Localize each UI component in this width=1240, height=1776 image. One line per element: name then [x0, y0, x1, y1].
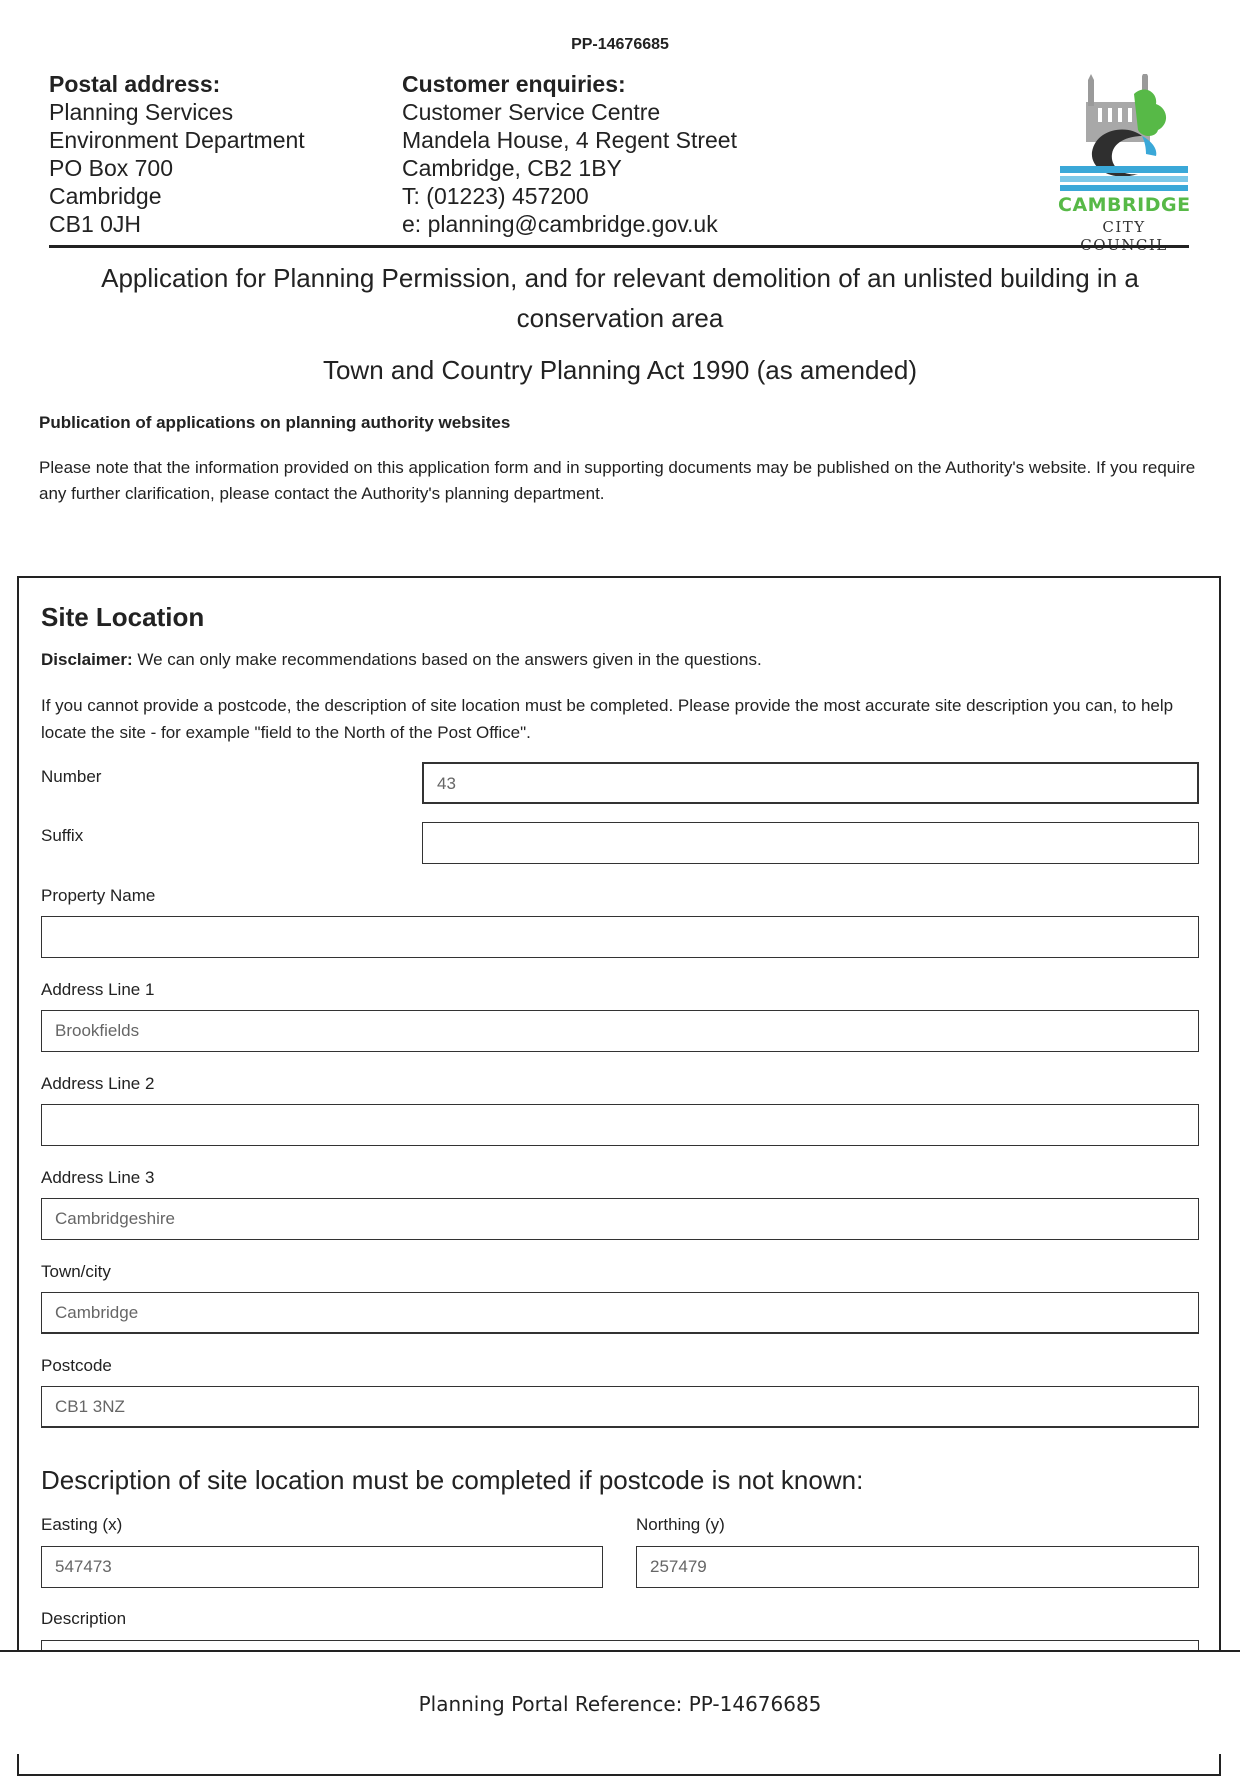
postal-line: Cambridge: [49, 183, 162, 209]
property-name-field[interactable]: [41, 916, 1199, 958]
description-label: Description: [41, 1609, 127, 1628]
header-divider: [49, 245, 1189, 248]
town-city-field[interactable]: Cambridge: [41, 1292, 1199, 1334]
enquiries-email: e: planning@cambridge.gov.uk: [402, 211, 718, 237]
disclaimer: [41, 650, 762, 670]
postal-line: CB1 0JH: [49, 211, 142, 237]
enquiries-line: Customer Service Centre: [402, 99, 661, 125]
logo-text-city-council: CITY: [1102, 218, 1146, 236]
address-line-3-field[interactable]: Cambridgeshire: [41, 1198, 1199, 1240]
suffix-label: Suffix: [41, 826, 84, 845]
enquiries-heading: Customer enquiries:: [402, 71, 626, 97]
address-line-2-label: Address Line 2: [41, 1074, 155, 1093]
customer-enquiries: [402, 70, 737, 238]
site-location-panel: [17, 576, 1221, 1776]
council-crest-icon: [1058, 74, 1190, 192]
number-label: Number: [41, 767, 102, 786]
postcode-field[interactable]: CB1 3NZ: [41, 1386, 1199, 1428]
address-line-2-field[interactable]: [41, 1104, 1199, 1146]
publication-heading: Publication of applications on planning authority websites: [39, 413, 511, 432]
address-line-3-label: Address Line 3: [41, 1168, 155, 1187]
property-name-label: Property Name: [41, 886, 156, 905]
section-title: Site Location: [41, 602, 205, 632]
northing-label: Northing (y): [636, 1515, 725, 1534]
form-title: Application for Planning Permission, and for relevant demolition of an unlisted building in a conservation area: [101, 263, 1139, 333]
northing-field[interactable]: 257479: [636, 1546, 1199, 1588]
form-act: Town and Country Planning Act 1990 (as amended): [322, 355, 918, 385]
publication-notice: Please note that the information provided on this application form and in supporting documents may be published on the Authority's website. If you require any further clarification, please contact the Authority's planning department.: [39, 458, 1196, 503]
footer-divider: [0, 1650, 1240, 1652]
logo-text-cambridge: CAMBRIDGE: [1058, 194, 1191, 216]
enquiries-phone: T: (01223) 457200: [402, 183, 589, 209]
postal-line: Environment Department: [49, 127, 305, 153]
postal-line: PO Box 700: [49, 155, 174, 181]
address-line-1-label: Address Line 1: [41, 980, 155, 999]
enquiries-line: Mandela House, 4 Regent Street: [402, 127, 737, 153]
address-line-1-field[interactable]: Brookfields: [41, 1010, 1199, 1052]
suffix-field[interactable]: [422, 822, 1199, 864]
description-heading: Description of site location must be completed if postcode is not known:: [41, 1465, 864, 1495]
disclaimer-label: Disclaimer:: [41, 650, 133, 669]
postal-address: [49, 70, 305, 238]
footer-reference: Planning Portal Reference: PP-14676685: [418, 1692, 822, 1716]
easting-field[interactable]: 547473: [41, 1546, 603, 1588]
disclaimer-text: We can only make recommendations based on the answers given in the questions.: [132, 650, 762, 669]
postal-address-heading: Postal address:: [49, 71, 221, 97]
cambridge-city-council-logo: [1058, 74, 1190, 240]
postcode-label: Postcode: [41, 1356, 112, 1375]
postal-line: Planning Services: [49, 99, 234, 125]
document-reference: PP-14676685: [571, 36, 669, 53]
number-field[interactable]: 43: [422, 762, 1199, 804]
enquiries-line: Cambridge, CB2 1BY: [402, 155, 622, 181]
easting-label: Easting (x): [41, 1515, 123, 1534]
town-city-label: Town/city: [41, 1262, 111, 1281]
site-location-instructions: If you cannot provide a postcode, the description of site location must be completed. Please provide the most accurate site description you can, to help locate the site - for example "field to the North of the Post Office".: [41, 696, 1174, 742]
